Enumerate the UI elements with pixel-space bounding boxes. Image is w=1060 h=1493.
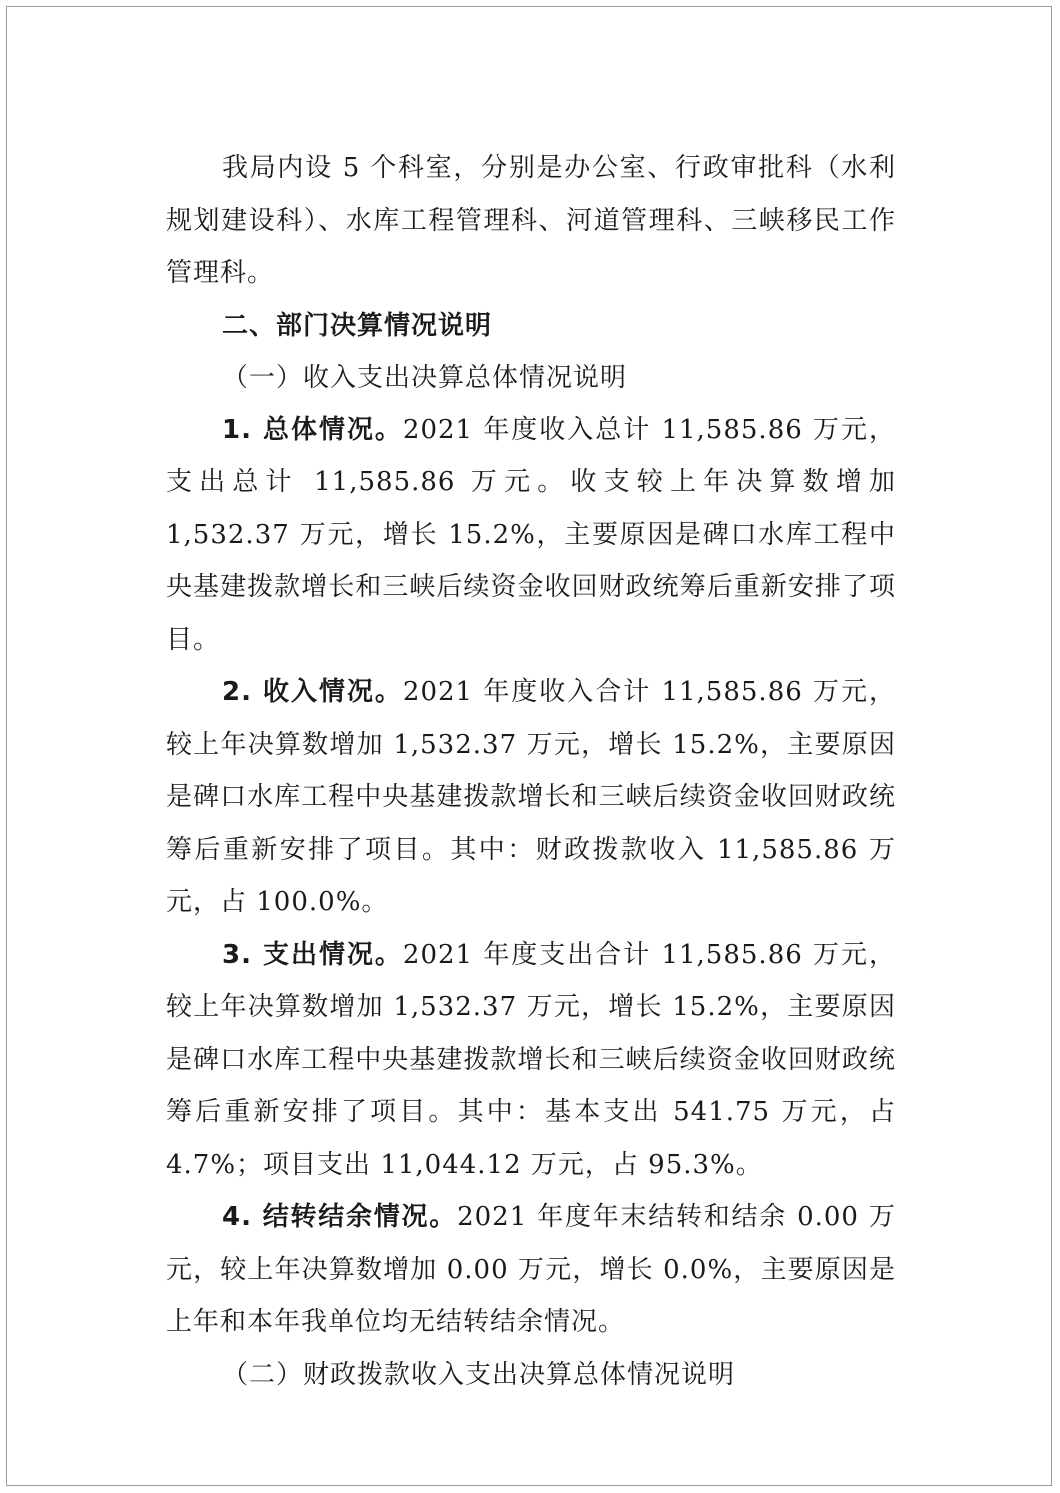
item-overall bbox=[166, 404, 896, 667]
item-text: 2021 年度收入总计 11,585.86 万元，支出总计 11,585.86 万元。收支较上年决算数增加 1,532.37 万元，增长 15.2%，主要原因是碑口水库工程中央基建拨款增长和三峡后续资金收回财政统筹后重新安排了项目。 bbox=[166, 414, 896, 655]
item-text: 2021 年度支出合计 11,585.86 万元，较上年决算数增加 1,532.37 万元，增长 15.2%，主要原因是碑口水库工程中央基建拨款增长和三峡后续资金收回财政统筹后重新安排了项目。其中：基本支出 541.75 万元，占 4.7%；项目支出 11,044.12 万元，占 95.3%。 bbox=[166, 939, 896, 1180]
item-text: 2021 年度收入合计 11,585.86 万元，较上年决算数增加 1,532.37 万元，增长 15.2%，主要原因是碑口水库工程中央基建拨款增长和三峡后续资金收回财政统筹后重新安排了项目。其中：财政拨款收入 11,585.86 万元，占 100.0%。 bbox=[166, 677, 896, 917]
intro-paragraph: 我局内设 5 个科室，分别是办公室、行政审批科（水利规划建设科）、水库工程管理科、河道管理科、三峡移民工作管理科。 bbox=[166, 153, 896, 288]
subsection-title-2: （二）财政拨款收入支出决算总体情况说明 bbox=[222, 1359, 736, 1390]
item-text: 2021 年度年末结转和结余 0.00 万元，较上年决算数增加 0.00 万元，增长 0.0%，主要原因是上年和本年我单位均无结转结余情况。 bbox=[166, 1202, 896, 1337]
subsection-title-1: （一）收入支出决算总体情况说明 bbox=[222, 362, 628, 393]
item-lead: 1. 总体情况。 bbox=[222, 414, 403, 445]
section-title: 二、部门决算情况说明 bbox=[222, 310, 493, 341]
item-income bbox=[166, 666, 896, 929]
item-lead: 4. 结转结余情况。 bbox=[222, 1202, 458, 1232]
item-carryover bbox=[166, 1191, 896, 1349]
item-lead: 2. 收入情况。 bbox=[222, 677, 403, 707]
item-expenditure bbox=[166, 929, 896, 1192]
document-body bbox=[166, 142, 896, 1401]
item-lead: 3. 支出情况。 bbox=[222, 939, 403, 970]
